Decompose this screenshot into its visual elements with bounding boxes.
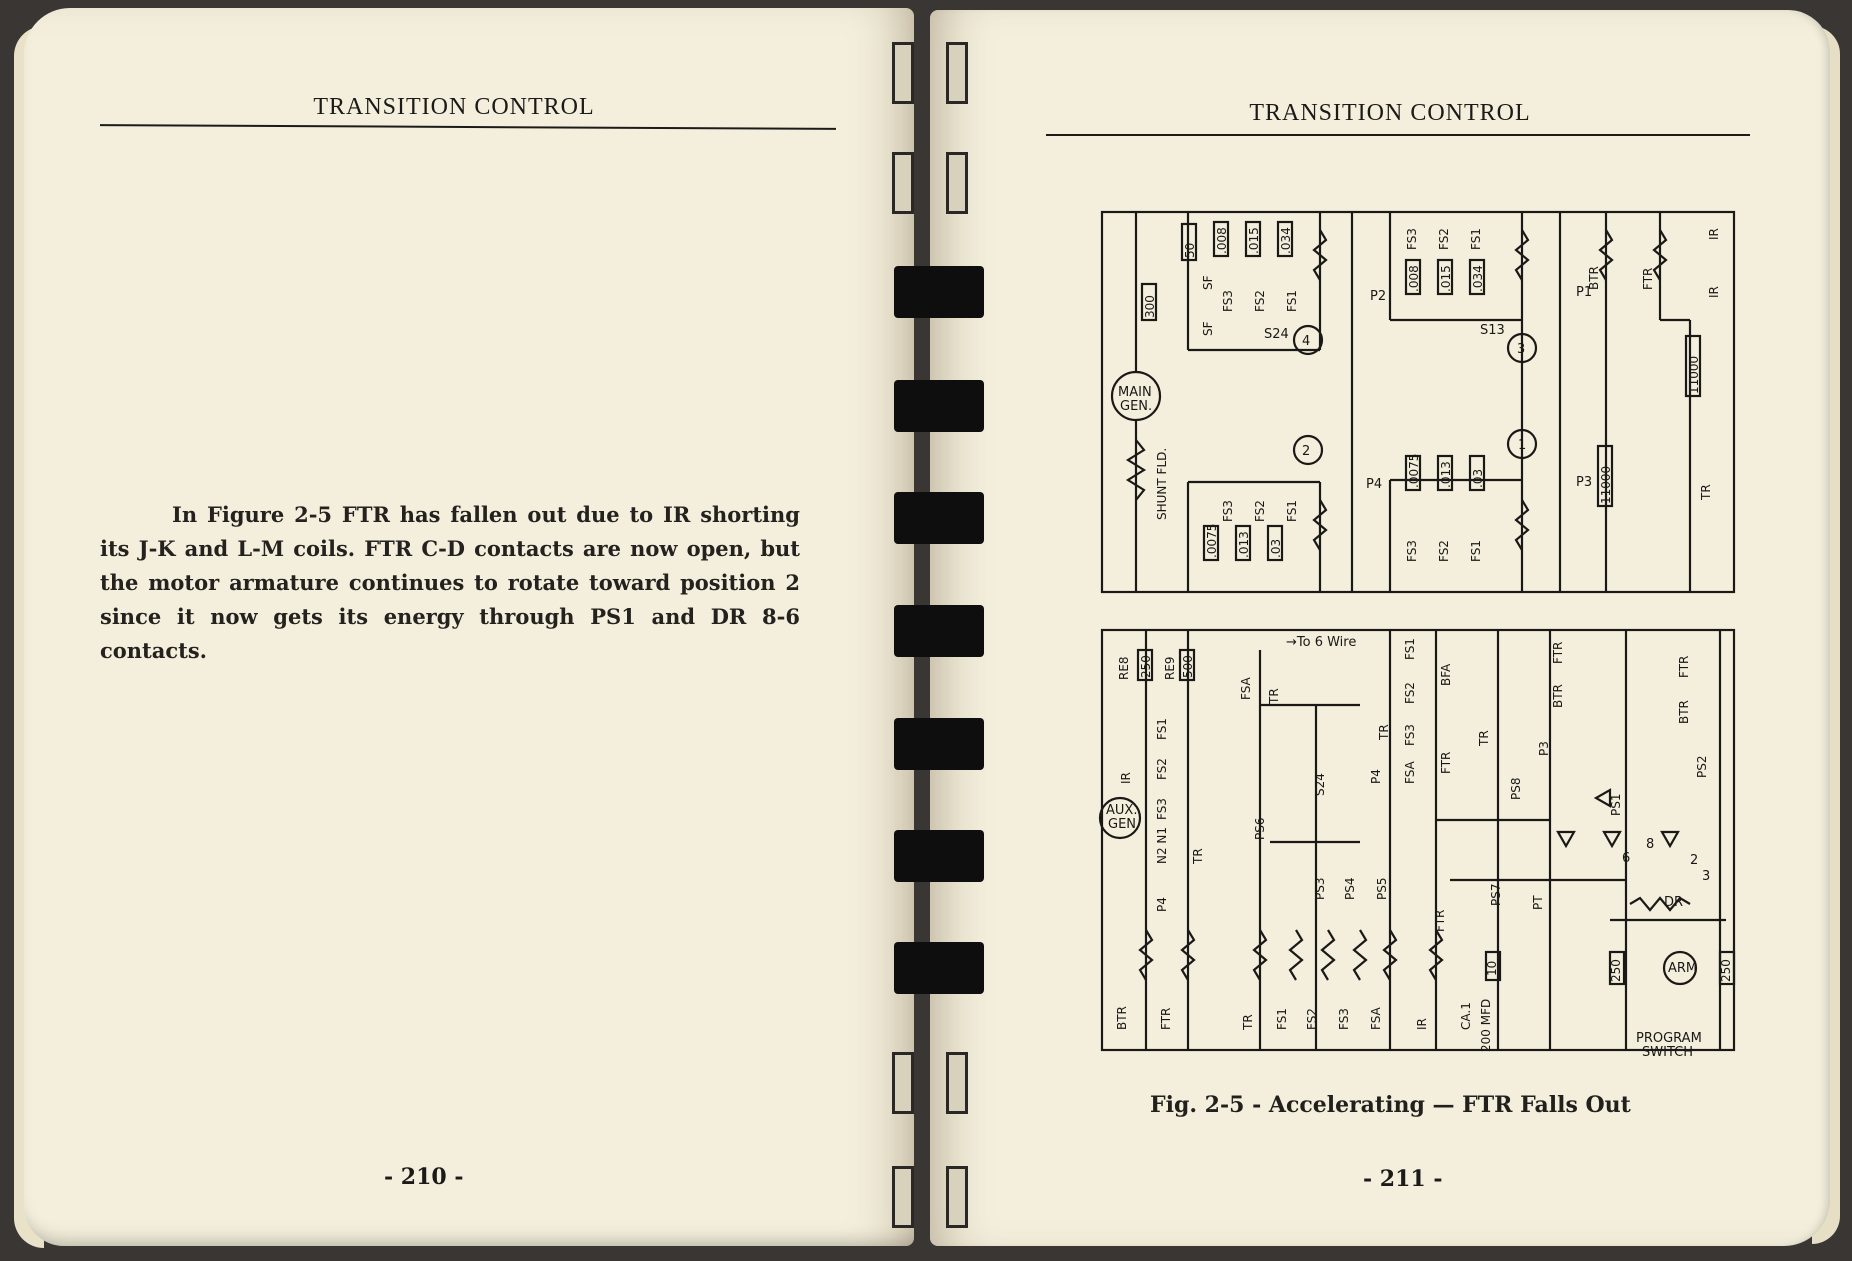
main-gen-label: MAIN xyxy=(1118,385,1152,400)
svg-text:TR: TR xyxy=(1267,688,1281,704)
svg-text:.03: .03 xyxy=(1269,538,1283,558)
binding-slot xyxy=(892,1166,914,1228)
svg-text:4: 4 xyxy=(1302,334,1311,349)
svg-text:FS3: FS3 xyxy=(1403,724,1417,746)
svg-text:PS5: PS5 xyxy=(1375,877,1389,900)
left-page-header: TRANSITION CONTROL xyxy=(313,94,595,120)
svg-text:PS3: PS3 xyxy=(1313,877,1327,900)
svg-text:P1: P1 xyxy=(1576,285,1593,300)
left-page-number: - 210 - xyxy=(384,1164,464,1190)
svg-text:SHUNT FLD.: SHUNT FLD. xyxy=(1155,447,1169,520)
svg-text:SF: SF xyxy=(1201,275,1215,290)
svg-text:IR: IR xyxy=(1415,1018,1429,1030)
right-page-number: - 211 - xyxy=(1363,1166,1443,1192)
binding-ring xyxy=(894,942,984,994)
svg-text:250: 250 xyxy=(1139,655,1153,678)
binding-slot xyxy=(892,42,914,104)
svg-text:FS3: FS3 xyxy=(1221,290,1235,312)
svg-text:FS2: FS2 xyxy=(1437,228,1451,250)
svg-text:.015: .015 xyxy=(1247,227,1261,254)
binding-slot xyxy=(946,1166,968,1228)
svg-text:8: 8 xyxy=(1646,837,1655,852)
svg-text:BTR: BTR xyxy=(1677,700,1691,724)
svg-text:GEN: GEN xyxy=(1108,817,1137,832)
svg-text:PS6: PS6 xyxy=(1253,817,1267,840)
svg-text:PROGRAM: PROGRAM xyxy=(1636,1031,1702,1046)
schematic-svg xyxy=(1090,200,1750,1070)
svg-text:FSA: FSA xyxy=(1239,677,1253,700)
svg-text:FS1: FS1 xyxy=(1275,1008,1289,1030)
left-header-rule xyxy=(100,124,836,130)
svg-text:.008: .008 xyxy=(1407,265,1421,292)
left-body-paragraph xyxy=(100,498,800,668)
svg-text:.013: .013 xyxy=(1237,531,1251,558)
svg-text:200 MFD: 200 MFD xyxy=(1479,998,1493,1052)
binding-ring xyxy=(894,266,984,318)
svg-text:BTR: BTR xyxy=(1115,1006,1129,1030)
svg-text:TR: TR xyxy=(1191,848,1205,864)
svg-text:FTR: FTR xyxy=(1641,267,1655,290)
svg-text:FTR: FTR xyxy=(1551,641,1565,664)
svg-text:FS2: FS2 xyxy=(1403,682,1417,704)
svg-text:.008: .008 xyxy=(1215,227,1229,254)
svg-text:FS1: FS1 xyxy=(1403,638,1417,660)
svg-text:AUX.: AUX. xyxy=(1106,803,1138,818)
svg-text:.034: .034 xyxy=(1279,227,1293,254)
svg-text:GEN.: GEN. xyxy=(1120,399,1153,414)
figure-caption: Fig. 2-5 - Accelerating — FTR Falls Out xyxy=(1150,1092,1631,1118)
svg-text:.015: .015 xyxy=(1439,265,1453,292)
svg-text:PS7: PS7 xyxy=(1489,883,1503,906)
svg-text:BTR: BTR xyxy=(1551,684,1565,708)
svg-text:N2 N1: N2 N1 xyxy=(1155,826,1169,864)
schematic-diagram xyxy=(1090,200,1750,1070)
binding-ring xyxy=(894,380,984,432)
svg-text:11000: 11000 xyxy=(1599,465,1613,504)
to-6-wire-label: →To 6 Wire xyxy=(1286,635,1357,650)
svg-text:.03: .03 xyxy=(1471,468,1485,488)
paragraph-text: In Figure 2-5 FTR has fallen out due to IR shorting its J-K and L-M coils. FTR C-D contacts are now open, but the motor armature continues to rotate toward position 2 since it now gets its energy through PS1 and DR 8-6 contacts. xyxy=(100,502,800,663)
svg-text:DR: DR xyxy=(1664,895,1684,910)
svg-text:250: 250 xyxy=(1609,959,1623,982)
svg-text:FTR: FTR xyxy=(1159,1007,1173,1030)
svg-text:.0075: .0075 xyxy=(1205,523,1219,558)
svg-text:FS3: FS3 xyxy=(1337,1008,1351,1030)
svg-text:P4: P4 xyxy=(1369,769,1383,784)
svg-text:TR: TR xyxy=(1377,724,1391,740)
svg-text:PS2: PS2 xyxy=(1695,755,1709,778)
svg-text:FS3: FS3 xyxy=(1221,500,1235,522)
svg-text:FS2: FS2 xyxy=(1253,290,1267,312)
svg-text:.034: .034 xyxy=(1471,265,1485,292)
svg-text:6: 6 xyxy=(1622,851,1631,866)
svg-text:50: 50 xyxy=(1183,242,1197,258)
svg-text:IR: IR xyxy=(1119,772,1133,784)
svg-text:FTR: FTR xyxy=(1677,655,1691,678)
svg-text:FS3: FS3 xyxy=(1155,798,1169,820)
svg-text:PS4: PS4 xyxy=(1343,877,1357,900)
svg-text:ARM: ARM xyxy=(1668,961,1698,976)
svg-text:300: 300 xyxy=(1143,295,1157,318)
svg-text:RE8: RE8 xyxy=(1117,656,1131,680)
svg-text:FTR: FTR xyxy=(1433,909,1447,932)
svg-text:FSA: FSA xyxy=(1403,761,1417,784)
svg-text:FS1: FS1 xyxy=(1469,540,1483,562)
svg-text:11000: 11000 xyxy=(1687,355,1701,394)
svg-text:1: 1 xyxy=(1518,438,1527,453)
svg-text:FS1: FS1 xyxy=(1285,290,1299,312)
svg-text:FS2: FS2 xyxy=(1305,1008,1319,1030)
svg-text:.0075: .0075 xyxy=(1407,453,1421,488)
svg-text:P3: P3 xyxy=(1576,475,1593,490)
svg-text:FS3: FS3 xyxy=(1405,540,1419,562)
binding-slot xyxy=(946,42,968,104)
svg-text:P4: P4 xyxy=(1366,477,1383,492)
svg-text:PT: PT xyxy=(1531,895,1545,910)
svg-text:SWITCH: SWITCH xyxy=(1642,1045,1693,1060)
svg-text:3: 3 xyxy=(1517,342,1526,357)
svg-text:IR: IR xyxy=(1707,286,1721,298)
binding-ring xyxy=(894,492,984,544)
svg-text:250: 250 xyxy=(1719,959,1733,982)
svg-text:3: 3 xyxy=(1702,869,1711,884)
svg-text:2: 2 xyxy=(1690,853,1699,868)
svg-text:BTR: BTR xyxy=(1587,266,1601,290)
bottom-circuit-frame xyxy=(1102,630,1734,1050)
svg-text:S24: S24 xyxy=(1264,327,1289,342)
svg-text:TR: TR xyxy=(1477,730,1491,746)
svg-text:P3: P3 xyxy=(1537,741,1551,756)
svg-text:500: 500 xyxy=(1181,655,1195,678)
svg-text:TR: TR xyxy=(1241,1014,1255,1030)
svg-text:FSA: FSA xyxy=(1369,1007,1383,1030)
svg-text:FS2: FS2 xyxy=(1437,540,1451,562)
binding-slot xyxy=(892,152,914,214)
binding-slot xyxy=(946,1052,968,1114)
spiral-binding xyxy=(884,30,994,1240)
svg-text:2: 2 xyxy=(1302,444,1311,459)
left-page xyxy=(24,8,914,1246)
binding-ring xyxy=(894,830,984,882)
svg-text:SF: SF xyxy=(1201,321,1215,336)
svg-text:FTR: FTR xyxy=(1439,751,1453,774)
svg-text:FS3: FS3 xyxy=(1405,228,1419,250)
svg-text:P4: P4 xyxy=(1155,897,1169,912)
svg-text:PS8: PS8 xyxy=(1509,777,1523,800)
svg-text:BFA: BFA xyxy=(1439,663,1453,686)
svg-text:FS1: FS1 xyxy=(1469,228,1483,250)
svg-text:FS2: FS2 xyxy=(1253,500,1267,522)
binding-slot xyxy=(892,1052,914,1114)
svg-text:S13: S13 xyxy=(1480,323,1505,338)
svg-text:RE9: RE9 xyxy=(1163,656,1177,680)
binding-slot xyxy=(946,152,968,214)
binding-ring xyxy=(894,718,984,770)
svg-text:FS2: FS2 xyxy=(1155,758,1169,780)
svg-text:.013: .013 xyxy=(1439,461,1453,488)
svg-text:TR: TR xyxy=(1699,484,1713,500)
svg-text:IR: IR xyxy=(1707,228,1721,240)
binding-ring xyxy=(894,605,984,657)
svg-text:P2: P2 xyxy=(1370,289,1387,304)
svg-text:FS1: FS1 xyxy=(1285,500,1299,522)
right-header-rule xyxy=(1046,134,1750,136)
svg-text:CA.1: CA.1 xyxy=(1459,1002,1473,1030)
svg-text:FS1: FS1 xyxy=(1155,718,1169,740)
right-page-header: TRANSITION CONTROL xyxy=(1249,100,1531,126)
svg-text:S24: S24 xyxy=(1313,773,1327,796)
svg-text:PS1: PS1 xyxy=(1609,793,1623,816)
svg-text:10: 10 xyxy=(1485,960,1499,976)
